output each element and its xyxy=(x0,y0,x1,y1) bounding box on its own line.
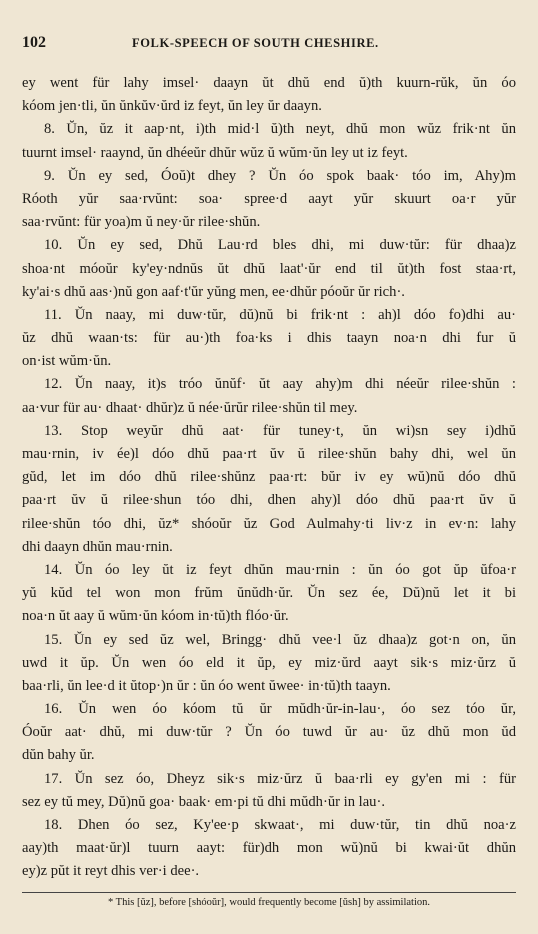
text-line: ky'ai·s dhŭ aas·)nŭ gon aaf·t'ŭr yŭng men, ee·dhŭr póoŭr ŭr rich·. xyxy=(22,283,405,300)
footnote-rule xyxy=(22,892,516,893)
text-line: saa·rvŭnt: für yoa)m ŭ ney·ŭr rilee·shŭn. xyxy=(22,214,261,231)
text-line: paa·rt ŭv ŭ rilee·shun tóo dhi, dhen ahy)l dóo dhŭ paa·rt ŭv ŭ xyxy=(22,492,516,509)
running-title: FOLK-SPEECH OF SOUTH CHESHIRE. xyxy=(132,36,379,50)
text-line: ey)z pŭt it reyt dhis ver·i dee·. xyxy=(22,863,200,880)
text-line: yŭ kŭd tel won mon frŭm ŭnŭdh·ŭr. Ŭn sez ée, Dŭ)nŭ let it bi xyxy=(22,585,516,602)
text-line: aa·vur für au· dhaat· dhŭr)z ŭ née·ŭrŭr rilee·shŭn til mey. xyxy=(22,399,358,416)
text-line: ey went für lahy imsel· daayn ŭt dhŭ end ŭ)th kuurn-rŭk, ŭn óo xyxy=(22,75,516,91)
text-line: sez ey tŭ mey, Dŭ)nŭ goa· baak· em·pi tŭ dhi mŭdh·ŭr in lau·. xyxy=(22,793,385,810)
text-line: 11. Ŭn naay, mi duw·tŭr, dŭ)nŭ bi frik·nt : ah)l dóo fo)dhi au· xyxy=(44,306,516,323)
text-line: 9. Ŭn ey sed, Óoŭ)t dhey ? Ŭn óo spok baak· tóo im, Ahy)m xyxy=(44,167,516,184)
text-line: 12. Ŭn naay, it)s tróo ŭnŭf· ŭt aay ahy)m dhi néeŭr rilee·shŭn : xyxy=(44,376,516,393)
body-text xyxy=(22,72,516,884)
text-line: kóom jen·tli, ŭn ŭnkŭv·ŭrd iz feyt, ŭn ley ŭr daayn. xyxy=(22,98,322,115)
page-number: 102 xyxy=(22,34,46,51)
text-line: 16. Ŭn wen óo kóom tŭ ŭr mŭdh·ŭr-in-lau·, óo sez tóo ŭr, xyxy=(44,701,516,718)
text-line: Óoŭr aat· dhŭ, mi duw·tŭr ? Ŭn óo tuwd ŭr au· ŭz dhŭ mon ŭd xyxy=(22,724,516,741)
text-line: rilee·shŭn tóo dhi, ŭz* shóoŭr ŭz God Aulmahy·ti liv·z in ev·n: lahy xyxy=(22,515,516,532)
text-line: 15. Ŭn ey sed ŭz wel, Bringg· dhŭ vee·l ŭz dhaa)z got·n on, ŭn xyxy=(44,631,516,648)
text-line: tuurnt imsel· raaynd, ŭn dhéeŭr dhŭr wŭz ŭ wŭm·ŭn ley ut iz feyt. xyxy=(22,144,408,161)
text-line: dhi daayn dhŭn mau·rnin. xyxy=(22,538,173,555)
text-line: 10. Ŭn ey sed, Dhŭ Lau·rd bles dhi, mi duw·tŭr: für dhaa)z xyxy=(44,237,516,254)
text-line: on·ist wŭm·ŭn. xyxy=(22,353,112,370)
text-line: ŭz dhŭ waan·ts: für au·)th foa·ks i dhis taayn noa·n dhi fur ŭ xyxy=(22,330,516,347)
text-line: 8. Ŭn, ŭz it aap·nt, i)th mid·l ŭ)th neyt, dhŭ mon wŭz frik·nt ŭn xyxy=(44,121,516,138)
text-line: baa·rli, ŭn lee·d it ŭtop·)n ŭr : ŭn óo went ŭwee· in·tŭ)th taayn. xyxy=(22,677,391,694)
text-line: mau·rnin, iv ée)l dóo dhŭ paa·rt ŭv ŭ rilee·shŭn bahy dhi, wel ŭn xyxy=(22,446,516,462)
text-line: aay)th maat·ŭr)l tuurn aayt: für)dh mon wŭ)nŭ bi kwai·ŭt dhŭn xyxy=(22,840,516,857)
footnote: * This [ŭz], before [shóoŭr], would frequently become [ŭsh] by assimilation. xyxy=(107,896,431,908)
text-line: 13. Stop weyŭr dhŭ aat· für tuney·t, ŭn wi)sn sey i)dhŭ xyxy=(44,422,516,439)
text-line: 18. Dhen óo sez, Ky'ee·p skwaat·, mi duw·tŭr, tin dhŭ noa·z xyxy=(44,817,516,833)
text-line: gŭd, let im dóo dhŭ rilee·shŭnz paa·rt: bŭr iv ey wŭ)nŭ dóo dhŭ xyxy=(22,469,516,486)
text-line: shoa·nt móoŭr ky'ey·ndnŭs ŭt dhŭ laat'·ŭr end til ŭt)th fost staa·rt, xyxy=(22,260,516,277)
text-line: uwd it ŭp. Ŭn wen óo eld it ŭp, ey miz·ŭrd aayt sik·s miz·ŭrz ŭ xyxy=(22,654,516,671)
page-header xyxy=(22,34,516,58)
text-line: 17. Ŭn sez óo, Dheyz sik·s miz·ŭrz ŭ baa·rli ey gy'en mi : für xyxy=(44,770,516,787)
text-line: noa·n ŭt aay ŭ wŭm·ŭn kóom in·tŭ)th flóo·ŭr. xyxy=(22,608,289,625)
text-line: Róoth yŭr saa·rvŭnt: soa· spree·d aayt yŭr skuurt oa·r yŭr xyxy=(22,190,516,207)
text-line: dŭn bahy ŭr. xyxy=(22,747,95,764)
text-line: 14. Ŭn óo ley ŭt iz feyt dhŭn mau·rnin : ŭn óo got ŭp ŭfoa·r xyxy=(44,561,516,578)
